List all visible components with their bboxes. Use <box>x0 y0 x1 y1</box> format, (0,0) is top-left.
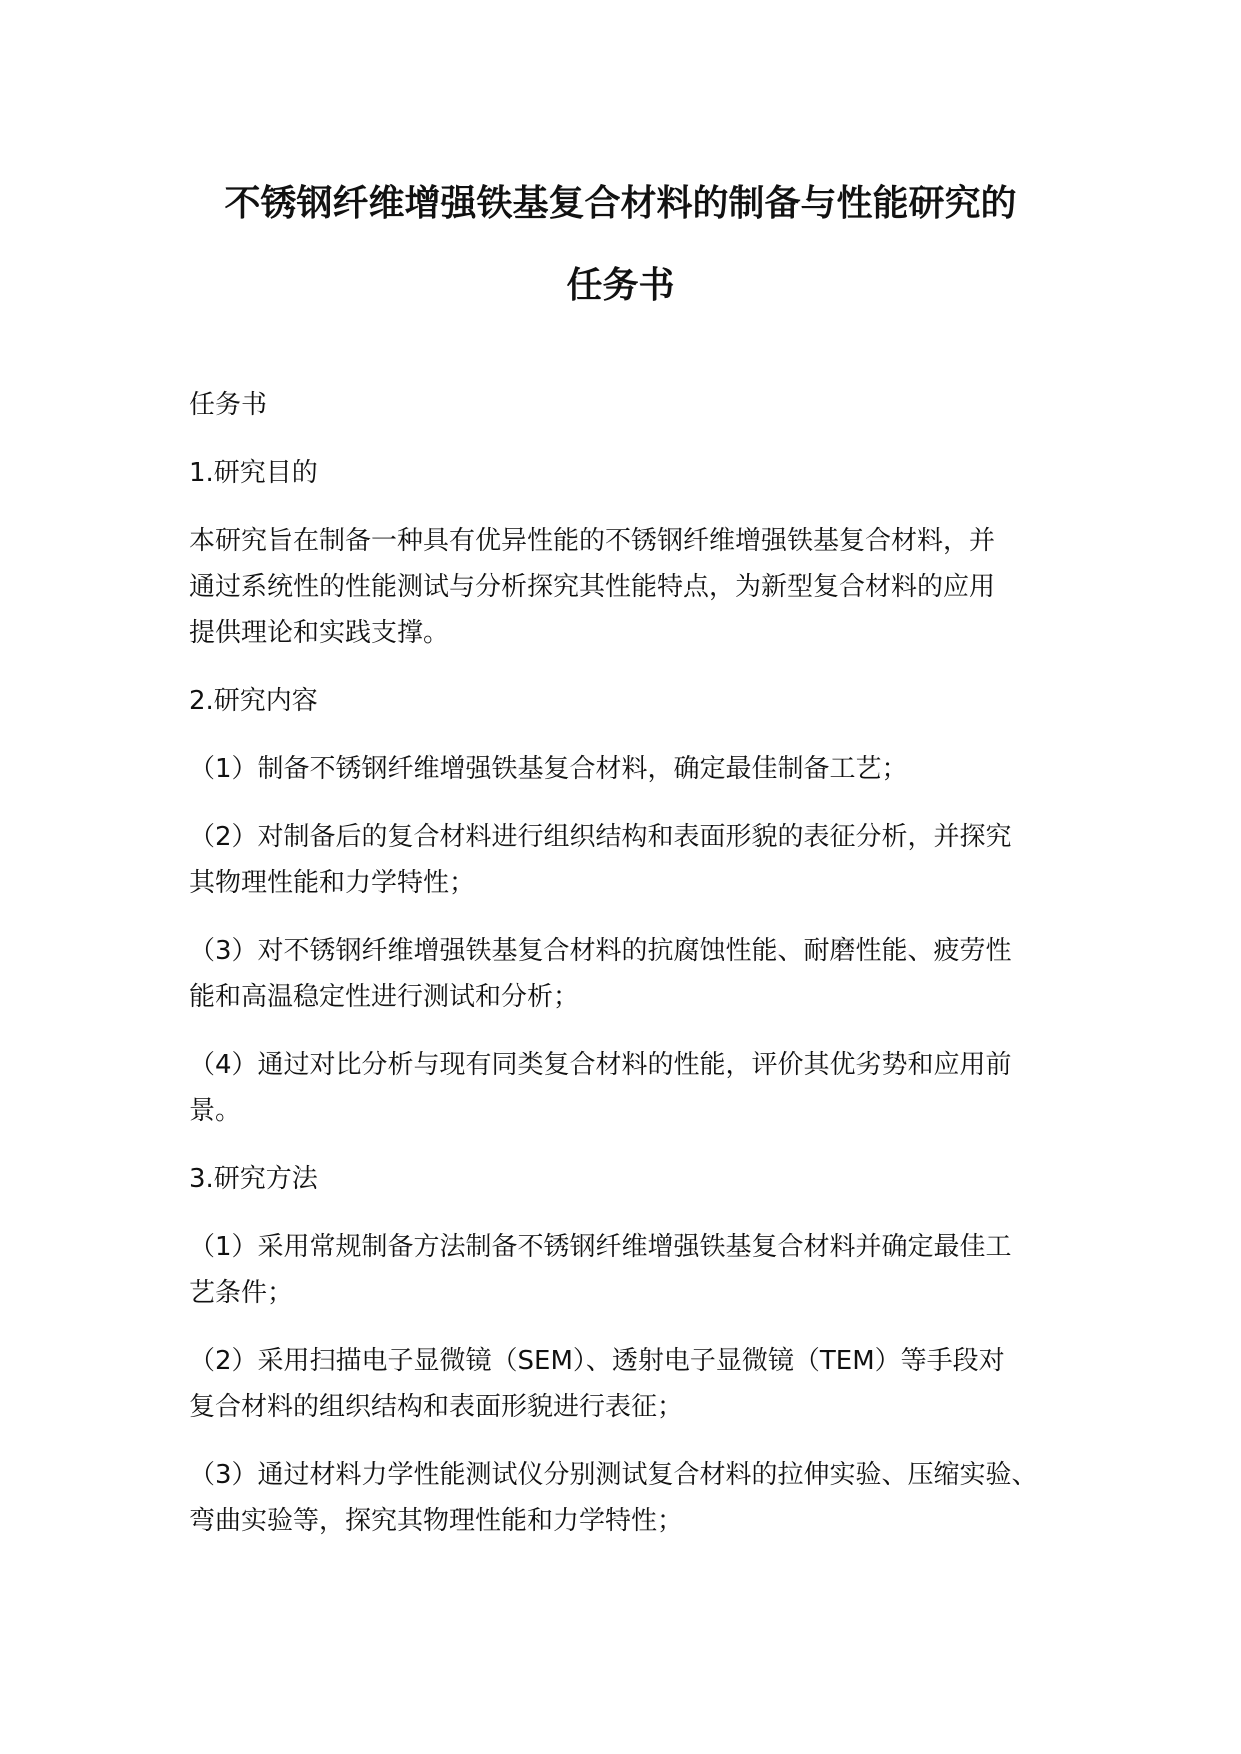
section-label: 任务书 <box>189 390 268 420</box>
method-item-2: （2）采用扫描电子显微镜（SEM）、透射电子显微镜（TEM）等手段对 复合材料的组织结构和表面形貌进行表征； <box>189 1346 1005 1422</box>
document-title-line2: 任务书 <box>566 265 675 306</box>
content-item-1: （1）制备不锈钢纤维增强铁基复合材料，确定最佳制备工艺； <box>189 754 908 784</box>
document-body <box>189 382 1069 1566</box>
method-item-3: （3）通过材料力学性能测试仪分别测试复合材料的拉伸实验、压缩实验、 弯曲实验等，探究其物理性能和力学特性； <box>189 1460 1038 1536</box>
content-item-3: （3）对不锈钢纤维增强铁基复合材料的抗腐蚀性能、耐磨性能、疲劳性 能和高温稳定性进行测试和分析； <box>189 936 1012 1012</box>
section-heading-content: 2.研究内容 <box>189 686 318 716</box>
document-title-line1: 不锈钢纤维增强铁基复合材料的制备与性能研究的 <box>224 183 1017 224</box>
content-item-4: （4）通过对比分析与现有同类复合材料的性能，评价其优劣势和应用前 景。 <box>189 1050 1012 1126</box>
content-item-2: （2）对制备后的复合材料进行组织结构和表面形貌的表征分析，并探究 其物理性能和力学特性； <box>189 822 1012 898</box>
method-item-1: （1）采用常规制备方法制备不锈钢纤维增强铁基复合材料并确定最佳工 艺条件； <box>189 1232 1012 1308</box>
section-heading-purpose: 1.研究目的 <box>189 458 318 488</box>
paragraph-purpose: 本研究旨在制备一种具有优异性能的不锈钢纤维增强铁基复合材料，并 通过系统性的性能测试与分析探究其性能特点，为新型复合材料的应用 提供理论和实践支撑。 <box>189 526 996 648</box>
section-heading-methods: 3.研究方法 <box>189 1164 318 1194</box>
